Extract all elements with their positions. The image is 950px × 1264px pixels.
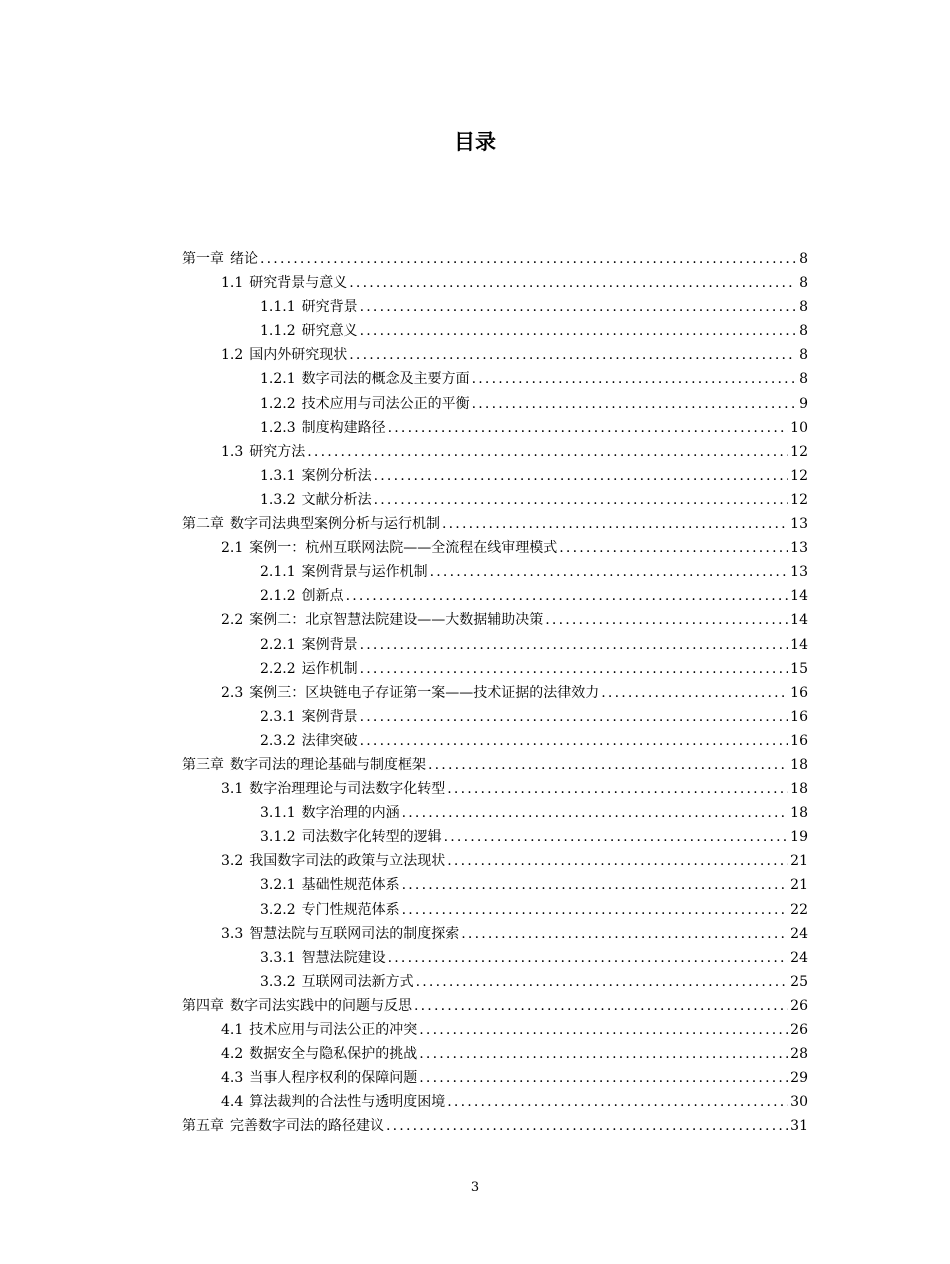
- toc-entry-title: 技术应用与司法公正的平衡: [301, 395, 470, 412]
- toc-entry-number: 1.1: [221, 275, 244, 292]
- toc-entry[interactable]: [182, 367, 808, 391]
- toc-entry[interactable]: [182, 247, 808, 271]
- toc-leader-dots: [559, 536, 788, 560]
- toc-entry-number: 4.1: [221, 1022, 244, 1038]
- toc-entry-number: 第一章: [182, 251, 224, 267]
- toc-leader-dots: [402, 898, 789, 922]
- toc-entry-title: 司法数字化转型的逻辑: [301, 829, 442, 846]
- toc-entry-page: 9: [799, 395, 808, 412]
- toc-entry-title: 案例分析法: [301, 467, 372, 484]
- toc-leader-dots: [419, 1066, 788, 1090]
- toc-entry-page: 24: [790, 925, 808, 942]
- toc-entry-number: 第二章: [182, 516, 224, 533]
- toc-entry-label: [221, 1018, 417, 1042]
- toc-entry-number: 4.3: [221, 1070, 244, 1087]
- toc-leader-dots: [388, 416, 789, 440]
- toc-entry-label: [221, 1042, 417, 1066]
- toc-entry[interactable]: [182, 536, 808, 560]
- toc-entry-number: 1.2.2: [260, 395, 296, 412]
- toc-entry-label: [260, 584, 344, 608]
- toc-leader-dots: [601, 681, 788, 705]
- toc-leader-dots: [428, 753, 788, 777]
- toc-entry-title: 案例二：北京智慧法院建设——大数据辅助决策: [249, 612, 544, 629]
- toc-entry[interactable]: [182, 488, 808, 512]
- toc-entry-title: 我国数字司法的政策与立法现状: [249, 853, 446, 870]
- toc-entry-title: 数字司法的理论基础与制度框架: [230, 756, 426, 773]
- toc-entry[interactable]: [182, 898, 808, 922]
- toc-entry-label: [221, 849, 445, 873]
- toc-entry-number: 3.1.1: [260, 805, 296, 822]
- toc-entry-label: [260, 705, 358, 729]
- toc-entry[interactable]: [182, 295, 808, 319]
- toc-entry-page: 26: [790, 1022, 808, 1038]
- toc-entry-label: [182, 247, 258, 271]
- toc-leader-dots: [360, 295, 796, 319]
- toc-entry-page: 24: [790, 949, 808, 966]
- toc-entry-page: 8: [799, 371, 808, 388]
- toc-leader-dots: [416, 970, 789, 994]
- toc-entry-number: 2.2.1: [260, 636, 296, 653]
- toc-entry[interactable]: [182, 584, 808, 608]
- toc-entry-page: 19: [790, 829, 808, 846]
- table-of-contents: [182, 247, 808, 1138]
- toc-entry-title: 创新点: [301, 588, 344, 605]
- toc-entry-title: 数字治理的内涵: [301, 805, 400, 822]
- toc-leader-dots: [402, 801, 789, 825]
- toc-entry-title: 数据安全与隐私保护的挑战: [249, 1046, 418, 1063]
- toc-entry-page: 12: [790, 443, 808, 460]
- toc-leader-dots: [444, 825, 789, 849]
- toc-entry-label: [260, 825, 442, 849]
- toc-entry[interactable]: [182, 512, 808, 536]
- toc-entry-number: 4.2: [221, 1046, 244, 1063]
- toc-entry-number: 1.3: [221, 443, 244, 460]
- toc-entry[interactable]: [182, 946, 808, 970]
- toc-entry-number: 2.3.1: [260, 708, 296, 725]
- toc-entry[interactable]: [182, 608, 808, 632]
- toc-entry[interactable]: [182, 1090, 808, 1114]
- toc-entry-number: 1.2.3: [260, 419, 296, 436]
- toc-leader-dots: [307, 440, 788, 464]
- toc-entry[interactable]: [182, 657, 808, 681]
- toc-entry-page: 29: [790, 1070, 808, 1087]
- toc-entry-page: 8: [799, 251, 808, 267]
- toc-entry-title: 案例背景: [301, 636, 358, 653]
- toc-entry-number: 3.3.1: [260, 949, 296, 966]
- toc-entry-page: 16: [790, 708, 808, 725]
- page-number: 3: [470, 1180, 480, 1195]
- toc-entry-number: 2.1.1: [260, 564, 296, 581]
- toc-entry-title: 研究背景: [301, 299, 358, 316]
- toc-entry-title: 算法裁判的合法性与透明度困境: [249, 1094, 446, 1111]
- toc-entry[interactable]: [182, 319, 808, 343]
- toc-entry-number: 3.1: [221, 781, 244, 798]
- toc-entry-title: 数字治理理论与司法数字化转型: [249, 781, 446, 798]
- toc-entry-title: 绪论: [230, 251, 258, 267]
- toc-entry-page: 21: [790, 853, 808, 870]
- toc-entry-label: [260, 295, 358, 319]
- toc-entry-label: [260, 729, 358, 753]
- toc-leader-dots: [447, 777, 788, 801]
- toc-entry-page: 16: [790, 732, 808, 749]
- toc-entry-number: 2.2.2: [260, 660, 296, 677]
- toc-entry-title: 基础性规范体系: [301, 877, 400, 894]
- toc-entry-number: 2.3.2: [260, 732, 296, 749]
- toc-entry-label: [221, 440, 305, 464]
- toc-entry-label: [260, 319, 358, 343]
- toc-entry-label: [260, 416, 386, 440]
- toc-entry[interactable]: [182, 464, 808, 488]
- toc-leader-dots: [388, 946, 789, 970]
- toc-entry-label: [221, 777, 445, 801]
- toc-entry-title: 技术应用与司法公正的冲突: [249, 1022, 418, 1038]
- toc-leader-dots: [386, 1114, 788, 1138]
- toc-entry-title: 当事人程序权利的保障问题: [249, 1070, 418, 1087]
- toc-entry-page: 31: [790, 1118, 808, 1135]
- toc-entry-page: 14: [790, 612, 808, 629]
- toc-entry[interactable]: [182, 681, 808, 705]
- toc-entry-number: 2.1: [221, 540, 244, 557]
- toc-entry[interactable]: [182, 1042, 808, 1066]
- toc-entry-title: 运作机制: [301, 660, 358, 677]
- toc-entry[interactable]: [182, 970, 808, 994]
- toc-leader-dots: [374, 488, 789, 512]
- toc-entry-number: 3.2: [221, 853, 244, 870]
- toc-entry-title: 研究背景与意义: [249, 275, 348, 292]
- toc-entry[interactable]: [182, 633, 808, 657]
- toc-entry-title: 数字司法的概念及主要方面: [301, 371, 470, 388]
- toc-entry-title: 完善数字司法的路径建议: [230, 1118, 384, 1135]
- toc-entry-label: [260, 367, 470, 391]
- toc-entry-page: 22: [790, 901, 808, 918]
- toc-entry[interactable]: [182, 849, 808, 873]
- page-title: 目录: [454, 130, 496, 154]
- toc-entry-page: 10: [790, 419, 808, 436]
- toc-entry-title: 案例一：杭州互联网法院——全流程在线审理模式: [249, 540, 558, 557]
- toc-entry[interactable]: [182, 416, 808, 440]
- toc-entry-label: [221, 608, 543, 632]
- toc-entry-page: 8: [799, 299, 808, 316]
- toc-leader-dots: [360, 319, 796, 343]
- toc-entry-page: 13: [790, 540, 808, 557]
- toc-entry-page: 15: [790, 660, 808, 677]
- toc-entry[interactable]: [182, 777, 808, 801]
- toc-entry-number: 1.2: [221, 347, 244, 364]
- toc-entry[interactable]: [182, 801, 808, 825]
- toc-entry-title: 研究意义: [301, 323, 358, 340]
- toc-entry-number: 1.3.1: [260, 467, 296, 484]
- toc-entry-number: 3.2.1: [260, 877, 296, 894]
- toc-entry[interactable]: [182, 825, 808, 849]
- toc-leader-dots: [442, 512, 788, 536]
- toc-leader-dots: [360, 705, 789, 729]
- toc-entry-title: 案例背景: [301, 708, 358, 725]
- toc-entry[interactable]: [182, 271, 808, 295]
- toc-entry-title: 制度构建路径: [301, 419, 386, 436]
- toc-entry-title: 国内外研究现状: [249, 347, 348, 364]
- toc-leader-dots: [360, 657, 789, 681]
- toc-entry-title: 智慧法院建设: [301, 949, 386, 966]
- toc-entry-label: [260, 488, 372, 512]
- toc-entry-number: 3.3: [221, 925, 244, 942]
- toc-entry-number: 4.4: [221, 1094, 244, 1111]
- toc-entry-page: 8: [799, 347, 808, 364]
- toc-entry-page: 21: [790, 877, 808, 894]
- toc-entry-page: 25: [790, 973, 808, 990]
- toc-entry-page: 18: [790, 805, 808, 822]
- toc-entry-number: 1.1.2: [260, 323, 296, 340]
- toc-leader-dots: [461, 922, 788, 946]
- toc-leader-dots: [260, 247, 796, 271]
- toc-entry-number: 1.3.2: [260, 491, 296, 508]
- toc-entry-label: [260, 946, 386, 970]
- toc-entry[interactable]: [182, 873, 808, 897]
- toc-entry-title: 法律突破: [301, 732, 358, 749]
- toc-leader-dots: [472, 392, 796, 416]
- toc-entry-label: [260, 657, 358, 681]
- toc-leader-dots: [349, 271, 796, 295]
- toc-entry-label: [260, 970, 414, 994]
- toc-entry-page: 26: [790, 997, 808, 1014]
- toc-entry[interactable]: [182, 922, 808, 946]
- toc-entry-label: [221, 271, 347, 295]
- toc-entry[interactable]: [182, 753, 808, 777]
- toc-entry-number: 3.1.2: [260, 829, 296, 846]
- toc-entry-label: [260, 560, 428, 584]
- toc-leader-dots: [346, 584, 789, 608]
- toc-entry-page: 16: [790, 684, 808, 701]
- toc-entry-label: [221, 681, 599, 705]
- toc-entry[interactable]: [182, 1114, 808, 1138]
- toc-entry-number: 第四章: [182, 997, 224, 1014]
- toc-entry-number: 1.1.1: [260, 299, 296, 316]
- toc-leader-dots: [447, 849, 788, 873]
- toc-leader-dots: [402, 873, 789, 897]
- toc-entry-page: 13: [790, 516, 808, 533]
- toc-entry-label: [221, 536, 557, 560]
- toc-leader-dots: [419, 1042, 788, 1066]
- toc-entry[interactable]: [182, 705, 808, 729]
- toc-entry-number: 2.3: [221, 684, 244, 701]
- toc-entry-label: [260, 464, 372, 488]
- toc-entry-page: 12: [790, 467, 808, 484]
- toc-leader-dots: [472, 367, 796, 391]
- toc-entry-label: [221, 343, 347, 367]
- toc-entry-title: 案例背景与运作机制: [301, 564, 428, 581]
- toc-entry[interactable]: [182, 343, 808, 367]
- toc-entry-title: 数字司法实践中的问题与反思: [230, 997, 412, 1014]
- toc-entry-number: 3.3.2: [260, 973, 296, 990]
- toc-entry[interactable]: [182, 560, 808, 584]
- toc-leader-dots: [430, 560, 789, 584]
- toc-entry-label: [182, 753, 426, 777]
- toc-entry[interactable]: [182, 1066, 808, 1090]
- toc-entry-title: 数字司法典型案例分析与运行机制: [230, 516, 440, 533]
- toc-entry-title: 研究方法: [249, 443, 306, 460]
- toc-entry-label: [221, 1066, 417, 1090]
- toc-entry-number: 2.2: [221, 612, 244, 629]
- toc-entry-number: 2.1.2: [260, 588, 296, 605]
- toc-leader-dots: [447, 1090, 788, 1114]
- toc-entry-label: [182, 994, 412, 1018]
- toc-entry[interactable]: [182, 440, 808, 464]
- toc-entry-label: [221, 922, 459, 946]
- toc-entry-title: 智慧法院与互联网司法的制度探索: [249, 925, 460, 942]
- toc-entry-page: 13: [790, 564, 808, 581]
- toc-entry[interactable]: [182, 994, 808, 1018]
- toc-entry-title: 案例三：区块链电子存证第一案——技术证据的法律效力: [249, 684, 600, 701]
- toc-entry-number: 第三章: [182, 756, 224, 773]
- toc-entry[interactable]: [182, 729, 808, 753]
- toc-entry-label: [260, 392, 470, 416]
- toc-entry-title: 互联网司法新方式: [301, 973, 414, 990]
- toc-leader-dots: [360, 633, 789, 657]
- toc-entry-page: 18: [790, 756, 808, 773]
- toc-entry-number: 1.2.1: [260, 371, 296, 388]
- toc-entry-number: 3.2.2: [260, 901, 296, 918]
- toc-entry-page: 30: [790, 1094, 808, 1111]
- toc-leader-dots: [419, 1018, 788, 1042]
- toc-leader-dots: [374, 464, 789, 488]
- toc-leader-dots: [360, 729, 789, 753]
- toc-entry-page: 28: [790, 1046, 808, 1063]
- toc-entry-label: [221, 1090, 445, 1114]
- toc-entry-page: 8: [799, 323, 808, 340]
- toc-entry-label: [260, 873, 400, 897]
- toc-entry-label: [182, 512, 440, 536]
- toc-entry-label: [260, 801, 400, 825]
- toc-entry-number: 第五章: [182, 1118, 224, 1135]
- toc-leader-dots: [349, 343, 796, 367]
- toc-leader-dots: [545, 608, 788, 632]
- toc-entry-label: [182, 1114, 384, 1138]
- toc-entry-label: [260, 633, 358, 657]
- toc-entry-page: 14: [790, 636, 808, 653]
- toc-entry-label: [260, 898, 400, 922]
- toc-entry[interactable]: [182, 392, 808, 416]
- toc-entry-title: 文献分析法: [301, 491, 372, 508]
- toc-entry-page: 12: [790, 491, 808, 508]
- toc-leader-dots: [414, 994, 788, 1018]
- toc-entry-page: 8: [799, 275, 808, 292]
- toc-entry[interactable]: [182, 1018, 808, 1042]
- toc-entry-page: 18: [790, 781, 808, 798]
- toc-entry-title: 专门性规范体系: [301, 901, 400, 918]
- toc-entry-page: 14: [790, 588, 808, 605]
